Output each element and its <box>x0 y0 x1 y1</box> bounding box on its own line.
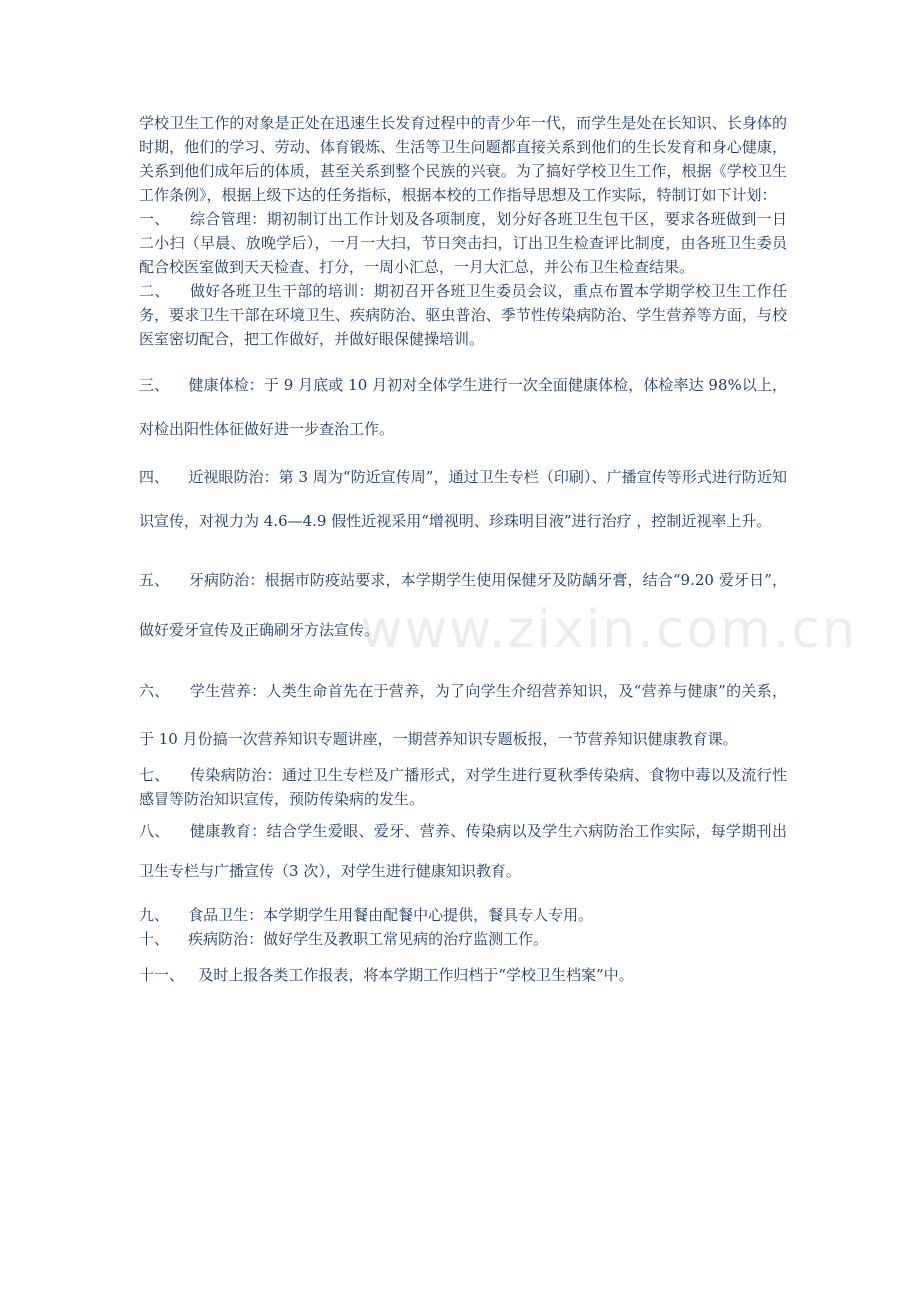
item-text: 近视眼防治：第 3 周为“防近宣传周”，通过卫生专栏（印刷）、广播宣传等形式进行防近知识宣传，对视力为 4.6—4.9 假性近视采用“增视明、珍珠明目液”进行治疗 ，控制近视率上升。 <box>139 468 787 530</box>
item-6 <box>139 667 787 763</box>
item-text: 综合管理：期初制订出工作计划及各项制度，划分好各班卫生包干区，要求各班做到一日二小扫（早晨、放晚学后），一月一大扫，节日突击扫，订出卫生检查评比制度，由各班卫生委员配合校医室做到天天检查、打分，一周小汇总，一月大汇总，并公布卫生检查结果。 <box>139 210 787 276</box>
item-5 <box>139 555 787 655</box>
item-number: 二、 <box>139 282 170 300</box>
item-number: 七、 <box>139 766 170 784</box>
item-number: 十一、 <box>139 966 185 984</box>
watermark: www.zixin.com.cn <box>360 600 857 660</box>
item-text: 及时上报各类工作报表，将本学期工作归档于“学校卫生档案”中。 <box>198 966 634 984</box>
item-text: 学生营养：人类生命首先在于营养，为了向学生介绍营养知识，及“营养与健康”的关系，于 10 月份搞一次营养知识专题讲座，一期营养知识专题板报，一节营养知识健康教育课。 <box>139 682 787 748</box>
item-9 <box>139 903 787 927</box>
document-body <box>139 111 787 987</box>
item-10 <box>139 927 787 951</box>
item-text: 传染病防治：通过卫生专栏及广播形式，对学生进行夏秋季传染病、食物中毒以及流行性感冒等防治知识宣传，预防传染病的发生。 <box>139 766 787 808</box>
item-11 <box>139 963 787 987</box>
item-number: 一、 <box>139 210 170 228</box>
item-2 <box>139 279 787 351</box>
item-number: 九、 <box>139 906 170 924</box>
item-number: 四、 <box>139 468 170 486</box>
item-number: 五、 <box>139 571 170 589</box>
item-number: 八、 <box>139 822 170 840</box>
intro-paragraph: 学校卫生工作的对象是正处在迅速生长发育过程中的青少年一代，而学生是处在长知识、长身体的时期，他们的学习、劳动、体育锻炼、生活等卫生问题都直接关系到他们的生长发育和身心健康，关系到他们成年后的体质，甚至关系到整个民族的兴衰。为了搞好学校卫生工作，根据《学校卫生工作条例》，根据上级下达的任务指标，根据本校的工作指导思想及工作实际，特制订如下计划： <box>139 114 787 204</box>
item-3 <box>139 363 787 451</box>
item-text: 健康体检：于 9 月底或 10 月初对全体学生进行一次全面健康体检，体检率达 98%以上，对检出阳性体征做好进一步查治工作。 <box>139 376 787 438</box>
item-number: 三、 <box>139 376 170 394</box>
item-text: 牙病防治：根据市防疫站要求，本学期学生使用保健牙及防龋牙膏，结合“9.20 爱牙日”，做好爱牙宣传及正确刷牙方法宣传。 <box>139 571 787 639</box>
item-7 <box>139 763 787 811</box>
item-text: 疾病防治：做好学生及教职工常见病的治疗监测工作。 <box>188 930 549 948</box>
item-1 <box>139 207 787 279</box>
item-text: 健康教育：结合学生爱眼、爱牙、营养、传染病以及学生六病防治工作实际，每学期刊出卫生专栏与广播宣传（3 次），对学生进行健康知识教育。 <box>139 822 787 880</box>
item-8 <box>139 811 787 891</box>
item-number: 十、 <box>139 930 170 948</box>
item-text: 做好各班卫生干部的培训：期初召开各班卫生委员会议，重点布置本学期学校卫生工作任务，要求卫生干部在环境卫生、疾病防治、驱虫普治、季节性传染病防治、学生营养等方面，与校医室密切配合，把工作做好，并做好眼保健操培训。 <box>139 282 787 348</box>
item-text: 食品卫生：本学期学生用餐由配餐中心提供，餐具专人专用。 <box>188 906 594 924</box>
item-number: 六、 <box>139 682 170 700</box>
item-4 <box>139 455 787 543</box>
